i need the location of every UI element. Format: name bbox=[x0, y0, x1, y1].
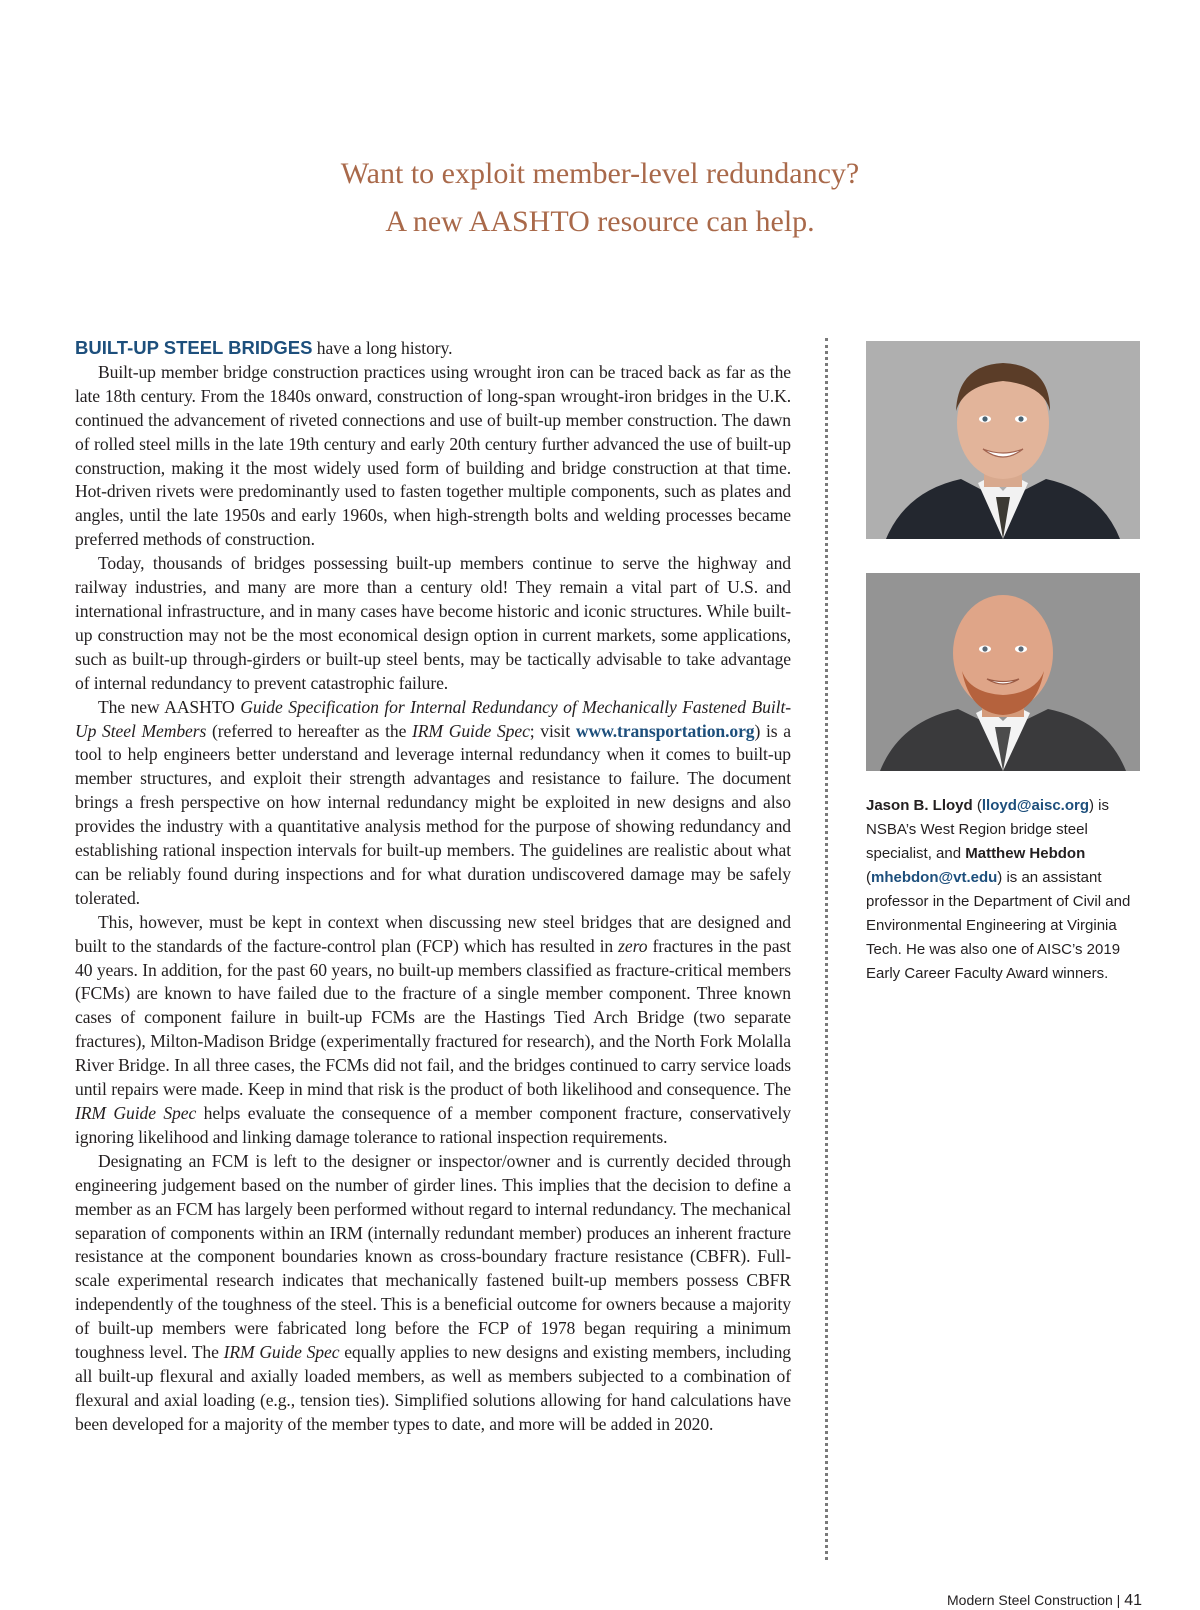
bio-text-open-1: ( bbox=[972, 797, 982, 814]
bio-text-rest: ) is an assistant professor in the Department of Civil and Environmental Engineering at Virginia Tech. He was also one of AISC’s 2019 Early Career Faculty Award winners. bbox=[866, 869, 1131, 982]
irm-guide-spec-ref: IRM Guide Spec bbox=[412, 720, 530, 741]
author-photo-jason-lloyd bbox=[866, 341, 1140, 539]
p4-text-b: fractures in the past 40 years. In addition, for the past 60 years, no built-up members classified as fracture-critical members (FCMs) are known to have failed due to the fracture of a single member component. Three known cases of component failure in built-up FCMs are the Hastings Tied Arch Bridge (two separate fractures), Milton-Madison Bridge (experimentally fractured for research), and the North Fork Molalla River Bridge. In all three cases, the FCMs did not fail, and the bridges continued to carry service loads until repairs were made. Keep in mind that risk is the product of both likelihood and consequence. The bbox=[75, 935, 792, 1100]
paragraph-2: Today, thousands of bridges possessing built-up members continue to serve the highway and railway industries, and many are more than a century old! They remain a vital part of U.S. and international infrastructure, and in many cases have become historic and iconic structures. While built-up construction may not be the most economical design option in current markets, some applications, such as built-up through-girders or built-up steel bents, may be tactically advisable to take advantage of internal redundancy to prevent catastrophic failure. bbox=[75, 553, 791, 693]
deck-line-2: A new AASHTO resource can help. bbox=[385, 205, 815, 238]
author-name-2: Matthew Hebdon bbox=[965, 845, 1086, 862]
author-bio bbox=[866, 794, 1151, 986]
p3-text-c: ; visit bbox=[529, 720, 576, 741]
guide-spec-title: Guide Specification for Internal Redundancy of Mechanically Fastened Built-Up Steel Members bbox=[75, 696, 791, 741]
p3-text-b: (referred to hereafter as the bbox=[206, 720, 413, 741]
zero-emphasis: zero bbox=[618, 935, 648, 956]
paragraph-5 bbox=[75, 1150, 791, 1437]
lede-rest: have a long history. bbox=[312, 338, 453, 358]
bio-text-mid: ) is NSBA’s West Region bridge steel specialist, and bbox=[866, 797, 1110, 862]
column-divider bbox=[825, 338, 828, 1560]
lede-paragraph bbox=[75, 336, 791, 361]
paragraph-4 bbox=[75, 911, 791, 1150]
p4-text-a: This, however, must be kept in context when discussing new steel bridges that are designed and built to the standards of the facture-control plan (FCP) which has resulted in bbox=[75, 911, 791, 956]
page-number: 41 bbox=[1124, 1592, 1142, 1609]
publication-name: Modern Steel Construction bbox=[947, 1592, 1113, 1608]
transportation-link[interactable]: www.transportation.org bbox=[575, 720, 755, 741]
lede-heading: BUILT-UP STEEL BRIDGES bbox=[75, 337, 313, 358]
footer-separator: | bbox=[1112, 1592, 1125, 1608]
irm-guide-spec-ref: IRM Guide Spec bbox=[223, 1342, 340, 1363]
page-footer bbox=[947, 1592, 1142, 1610]
p5-text-a: Designating an FCM is left to the designer or inspector/owner and is currently decided through engineering judgement based on the number of girder lines. This implies that the decision to define a member as an FCM has largely been performed without regard to internal redundancy. The mechanical separation of components within an IRM (internally redundant member) produces an inherent fracture resistance at the component boundaries known as cross-boundary fracture resistance (CBFR). Full-scale experimental research indicates that mechanically fastened built-up members possess CBFR independently of the toughness of the steel. This is a beneficial outcome for owners because a majority of built-up members were fabricated long before the FCP of 1978 began requiring a minimum toughness level. The bbox=[75, 1150, 791, 1363]
irm-guide-spec-ref: IRM Guide Spec bbox=[75, 1103, 197, 1123]
p3-text-a: The new AASHTO bbox=[98, 696, 241, 717]
bio-text-open-2: ( bbox=[866, 869, 871, 886]
author-photo-matthew-hebdon bbox=[866, 573, 1140, 771]
p5-text-b: equally applies to new designs and existing members, including all built-up flexural and axially loaded members, as well as members subjected to a combination of flexural and axial loading (e.g., tension ties). Simplified solutions allowing for hand calculations have been developed for a majority of the member types to date, and more will be added in 2020. bbox=[75, 1342, 791, 1434]
deck-line-1: Want to exploit member-level redundancy? bbox=[340, 157, 860, 190]
article-deck bbox=[0, 150, 1200, 246]
email-link-lloyd[interactable]: lloyd@aisc.org bbox=[981, 797, 1090, 814]
paragraph-1: Built-up member bridge construction practices using wrought iron can be traced back as far as the late 18th century. From the 1840s onward, construction of long-span wrought-iron bridges in the U.K. continued the advancement of riveted connections and use of built-up member construction. The dawn of rolled steel mills in the late 19th century and early 20th century further advanced the use of built-up construction, making it the most widely used form of building and bridge construction at that time. Hot-driven rivets were predominantly used to fasten together multiple components, such as plates and angles, until the late 1950s and early 1960s, when high-strength bolts and welding processes became preferred methods of construction. bbox=[75, 361, 791, 550]
author-name-1: Jason B. Lloyd bbox=[866, 797, 973, 814]
article-body bbox=[75, 336, 791, 1437]
paragraph-3 bbox=[75, 696, 791, 911]
p3-text-d: ) is a tool to help engineers better understand and leverage internal redundancy when it comes to built-up member structures, and exploit their strength advantages and resistance to failure. The document brings a fresh perspective on how internal redundancy might be exploited in new designs and also provides the industry with a quantitative analysis method for the purpose of showing redundancy and establishing rational inspection intervals for built-up members. The guidelines are realistic about what can be reliably found during inspections and for what duration undiscovered damage may be safely tolerated. bbox=[75, 720, 791, 908]
email-link-hebdon[interactable]: mhebdon@vt.edu bbox=[871, 869, 998, 886]
p4-text-c: helps evaluate the consequence of a member component fracture, conservatively ignoring likelihood and linking damage tolerance to rational inspection requirements. bbox=[75, 1103, 791, 1147]
